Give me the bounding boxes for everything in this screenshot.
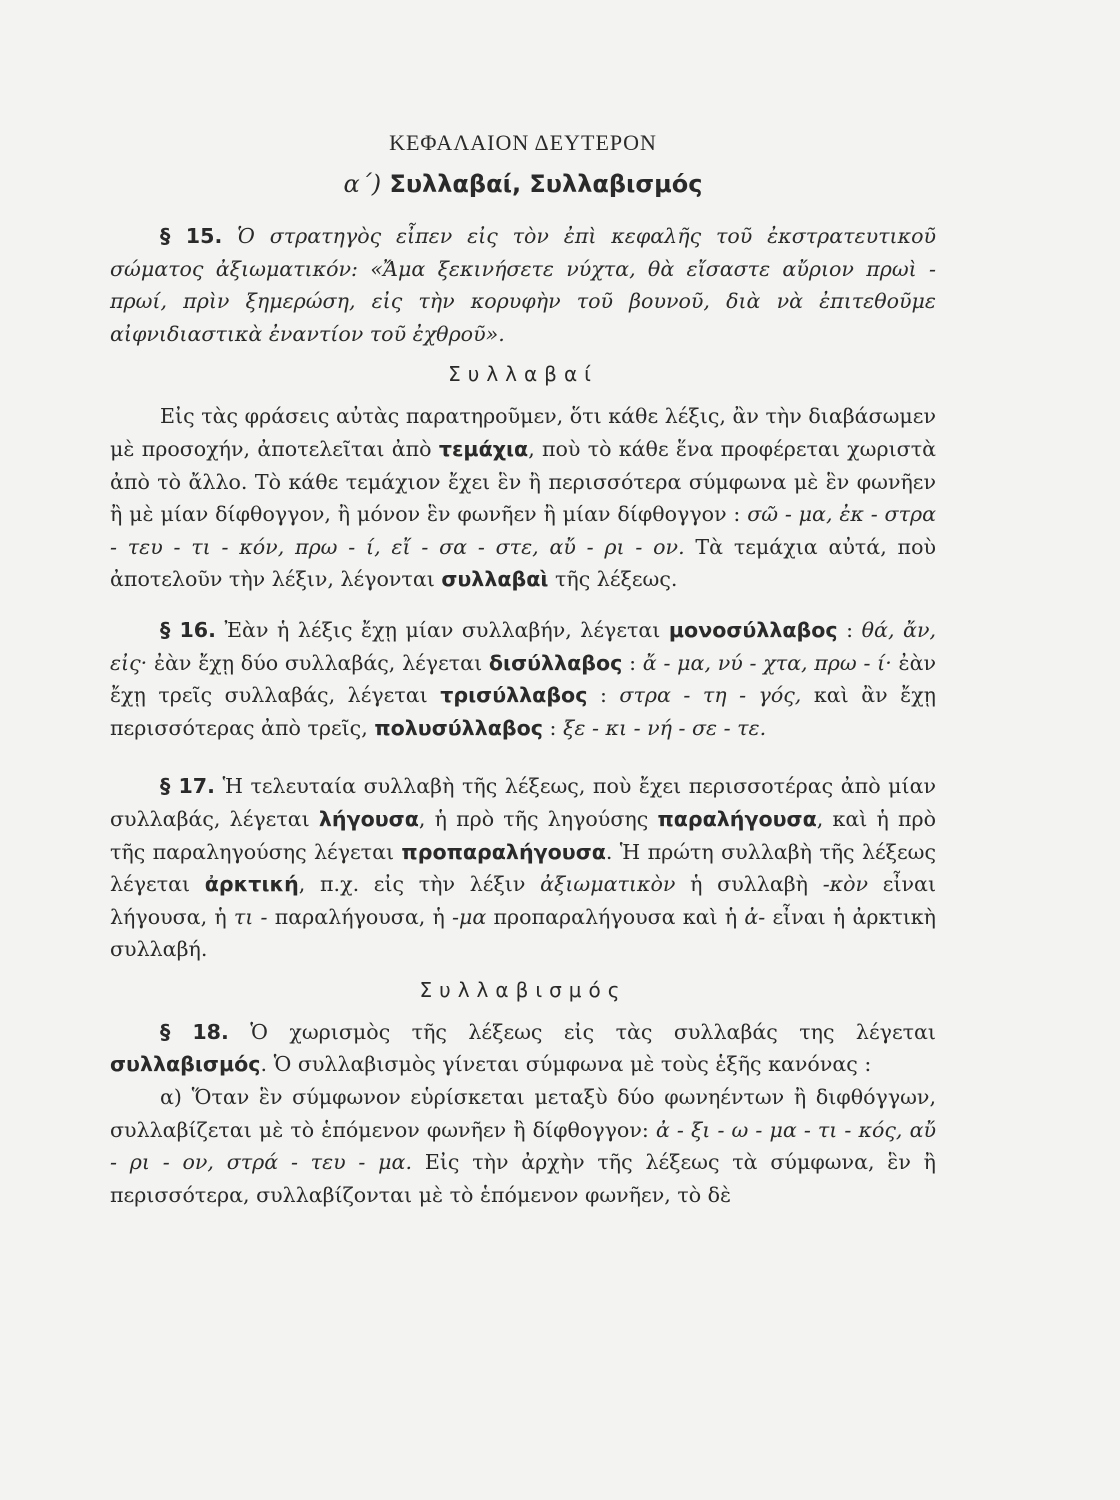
term-trisyllavos: τρισύλλαβος (440, 683, 588, 708)
section-number: § 15. (160, 224, 223, 248)
example-syllabification: ἀ - ξι - ω - μα - τι - κός, αὔ - ρι - ον, στρά - τευ - μα. (110, 1117, 936, 1175)
term-temachia: τεμάχια (438, 436, 529, 461)
example-text: Ὁ στρατηγὸς εἶπεν εἰς τὸν ἐπὶ κεφαλῆς τοῦ ἐκστρατευτικοῦ σώματος ἀξιωματικόν: «Ἄμα ξεκινήσετε νύχτα, θὰ εἴσαστε αὔριον πρωὶ - πρωί, πρὶν ξημερώση, εἰς τὴν κορυφὴν τοῦ βουνοῦ, διὰ νὰ ἐπιτεθοῦμε αἰφνιδιαστικὰ ἐναντίον τοῦ ἐχθροῦ». (110, 224, 937, 346)
section-number: § 18. (160, 1019, 229, 1044)
rule-a: α) Ὅταν ἓν σύμφωνον εὑρίσκεται μεταξὺ δύο φωνηέντων ἢ διφθόγγων, συλλαβίζεται μὲ τὸ ἑπόμενον φωνῆεν ἢ δίφθογγον: ἀ - ξι - ω - μα - τι - κός, αὔ - ρι - ον, στρά - τευ - μα. Εἰς τὴν ἀρχὴν τῆς λέξεως τὰ σύμφωνα, ἓν ἢ περισσότερα, συλλαβίζονται μὲ τὸ ἑπόμενον φωνῆεν, τὸ δὲ (110, 1085, 936, 1207)
term-disyllavos: δισύλλαβος (488, 650, 623, 675)
subheading-syllables: Συλλαβαί (448, 362, 598, 387)
term-arktiki: ἀρκτική (204, 872, 299, 897)
term-monosyllavos: μονοσύλλαβος (668, 617, 838, 642)
rule-marker: α) (160, 1085, 182, 1110)
paragraph-15 (110, 220, 936, 350)
term-polysyllavos: πολυσύλλαβος (374, 715, 543, 740)
section-title-text: Συλλαβαί, Συλλαβισμός (389, 170, 703, 198)
section-number: § 17. (160, 774, 215, 799)
term-paraligousa: παραλήγουσα (657, 806, 817, 831)
subheading-syllabification: Συλλαβισμός (419, 977, 627, 1002)
section-number: § 16. (160, 617, 216, 642)
section-marker: α΄) (343, 170, 382, 198)
chapter-title: ΚΕΦΑΛΑΙΟΝ ΔΕΥΤΕΡΟΝ (389, 130, 657, 155)
paragraph-17: § 17. Ἡ τελευταία συλλαβὴ τῆς λέξεως, ποὺ ἔχει περισσοτέρας ἀπὸ μίαν συλλαβάς, λέγεται λήγουσα, ἡ πρὸ τῆς ληγούσης παραλήγουσα, καὶ ἡ πρὸ τῆς παραληγούσης λέγεται προπαραλήγουσα. Ἡ πρώτη συλλαβὴ τῆς λέξεως λέγεται ἀρκτική, π.χ. εἰς τὴν λέξιν ἀξιωματικὸν ἡ συλλαβὴ -κὸν εἶναι λήγουσα, ἡ τι - παραλήγουσα, ἡ -μα προπαραλήγουσα καὶ ἡ ἀ- εἶναι ἡ ἀρκτικὴ συλλαβή. (110, 774, 937, 962)
paragraph-16: § 16. Ἐὰν ἡ λέξις ἔχῃ μίαν συλλαβήν, λέγεται μονοσύλλαβος : θά, ἄν, εἰς· ἐὰν ἔχῃ δύο συλλαβάς, λέγεται δισύλλαβος : ἄ - μα, νύ - χτα, πρω - ί· ἐὰν ἔχῃ τρεῖς συλλαβάς, λέγεται τρισύλλαβος : στρα - τη - γός, καὶ ἂν ἔχῃ περισσότερας ἀπὸ τρεῖς, πολυσύλλαβος : ξε - κι - νή - σε - τε. (110, 617, 937, 740)
section-title (110, 170, 936, 198)
paragraph-syllables: Εἰς τὰς φράσεις αὐτὰς παρατηροῦμεν, ὅτι κάθε λέξις, ἂν τὴν διαβάσωμεν μὲ προσοχήν, ἀποτελεῖται ἀπὸ τεμάχια, ποὺ τὸ κάθε ἕνα προφέρεται χωριστὰ ἀπὸ τὸ ἄλλο. Τὸ κάθε τεμάχιον ἔχει ἓν ἢ περισσότερα σύμφωνα μὲ ἓν φωνῆεν ἢ μὲ μίαν δίφθογγον, ἢ μόνον ἓν φωνῆεν ἢ μίαν δίφθογγον : σῶ - μα, ἐκ - στρα - τευ - τι - κόν, πρω - ί, εἴ - σα - στε, αὔ - ρι - ον. Τὰ τεμάχια αὐτά, ποὺ ἀποτελοῦν τὴν λέξιν, λέγονται συλλαβαὶ τῆς λέξεως. (110, 404, 936, 592)
term-ligousa: λήγουσα (318, 806, 419, 831)
paragraph-18: § 18. Ὁ χωρισμὸς τῆς λέξεως εἰς τὰς συλλαβάς της λέγεται συλλαβισμός. Ὁ συλλαβισμὸς γίνεται σύμφωνα μὲ τοὺς ἑξῆς κανόνας : (110, 1019, 936, 1077)
example-syllables: σῶ - μα, ἐκ - στρα - τευ - τι - κόν, πρω - ί, εἴ - σα - στε, αὔ - ρι - ον. (110, 502, 936, 559)
term-proparaligousa: προπαραλήγουσα (401, 839, 606, 864)
term-syllavismos: συλλαβισμός (110, 1052, 261, 1077)
term-syllavai: συλλαβαὶ (441, 567, 549, 592)
page-text (110, 130, 936, 1211)
